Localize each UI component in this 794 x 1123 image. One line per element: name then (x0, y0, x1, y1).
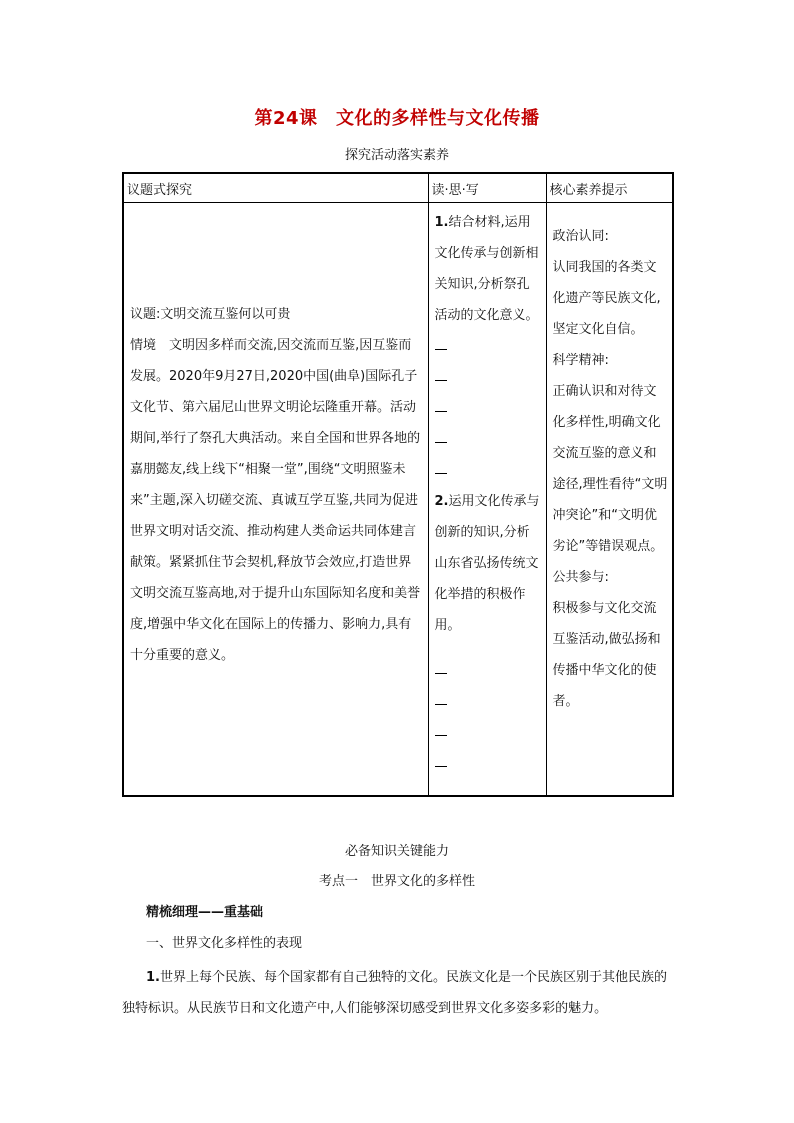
inquiry-context: 情境 文明因多样而交流,因交流而互鉴,因互鉴而发展。2020年9月27日,2020中国(曲阜)国际孔子文化节、第六届尼山世界文明论坛隆重开幕。活动期间,举行了祭孔大典活动。来自全国和世界各地的嘉朋懿友,线上线下“相聚一堂”,围绕“文明照鉴未来”主题,深入切磋交流、真诚互学互鉴,共同为促进世界文明对话交流、推动构建人类命运共同体建言献策。紧紧抓住节会契机,释放节会效应,打造世界文明交流互鉴高地,对于提升山东国际知名度和美誉度,增强中华文化在国际上的传播力、影响力,具有十分重要的意义。 (130, 338, 421, 663)
answer-blank[interactable] (435, 717, 542, 748)
public-label: 公共参与: (552, 570, 609, 585)
question-2-number: 2. (434, 494, 449, 509)
paragraph (122, 962, 674, 1024)
sub-heading: 一、世界文化多样性的表现 (146, 936, 303, 951)
political-text: 认同我国的各类文化遗产等民族文化,坚定文化自信。 (552, 260, 661, 337)
inquiry-table (122, 172, 674, 797)
section-subtitle: 探究活动落实素养 (344, 148, 449, 163)
questions-cell (428, 203, 546, 797)
paragraph-number: 1. (146, 970, 160, 985)
answer-blank[interactable] (435, 331, 542, 362)
political-label: 政治认同: (552, 229, 609, 244)
science-text: 正确认识和对待文化多样性,明确文化交流互鉴的意义和途径,理性看待“文明冲突论”和“文明优劣论”等错误观点。 (552, 384, 668, 554)
heading: 精梳细理——重基础 (146, 905, 264, 920)
science-label: 科学精神: (552, 353, 609, 368)
answer-blank[interactable] (435, 424, 542, 455)
paragraph-text: 世界上每个民族、每个国家都有自己独特的文化。民族文化是一个民族区别于其他民族的独特标识。从民族节日和文化遗产中,人们能够深切感受到世界文化多姿多彩的魅力。 (122, 970, 667, 1016)
question-1 (435, 207, 542, 331)
section-title: 必备知识关键能力 (344, 844, 449, 859)
header-core-literacy: 核心素养提示 (546, 173, 673, 203)
literacy-cell (546, 203, 673, 797)
header-inquiry: 议题式探究 (123, 173, 428, 203)
answer-blank[interactable] (435, 393, 542, 424)
question-1-text: 结合材料,运用文化传承与创新相关知识,分析祭孔活动的文化意义。 (434, 215, 539, 323)
inquiry-topic: 议题:文明交流互鉴何以可贵 (130, 307, 291, 322)
header-read-think-write: 读·思·写 (428, 173, 546, 203)
answer-blank[interactable] (435, 455, 542, 486)
table-header-row (123, 173, 673, 203)
table-row (123, 203, 673, 797)
key-point-title: 考点一 世界文化的多样性 (318, 874, 475, 889)
question-2 (435, 486, 542, 641)
answer-blank[interactable] (435, 655, 542, 686)
public-text: 积极参与文化交流互鉴活动,做弘扬和传播中华文化的使者。 (552, 601, 661, 709)
answer-blank[interactable] (435, 748, 542, 779)
question-2-text: 运用文化传承与创新的知识,分析山东省弘扬传统文化举措的积极作用。 (434, 494, 540, 633)
question-1-number: 1. (434, 215, 449, 230)
inquiry-cell (123, 203, 428, 797)
answer-blank[interactable] (435, 362, 542, 393)
answer-blank[interactable] (435, 686, 542, 717)
page-title: 第24课 文化的多样性与文化传播 (254, 108, 540, 129)
